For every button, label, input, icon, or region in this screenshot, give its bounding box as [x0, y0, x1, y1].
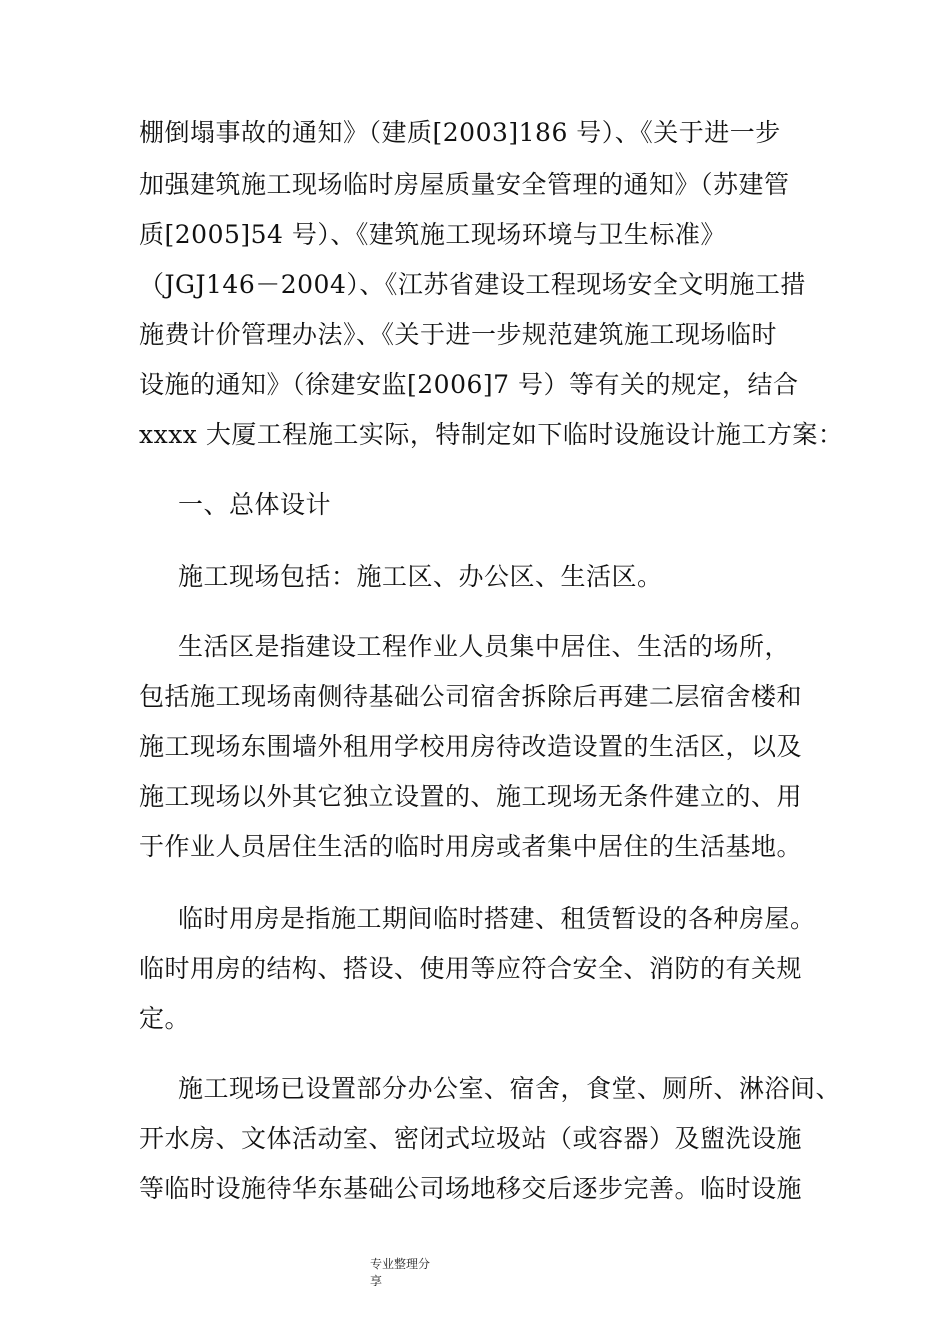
text-line: 施工现场已设置部分办公室、宿舍，食堂、厕所、淋浴间、 [178, 1074, 842, 1103]
text-line: 设施的通知》（徐建安监[2006]7 号）等有关的规定，结合 [139, 370, 799, 399]
text-line: 临时用房是指施工期间临时搭建、租赁暂设的各种房屋。 [178, 904, 816, 933]
text-line: 施工现场以外其它独立设置的、施工现场无条件建立的、用 [139, 782, 803, 811]
text-line: 施费计价管理办法》、《关于进一步规范建筑施工现场临时 [139, 320, 778, 349]
text-line: 质[2005]54 号）、《建筑施工现场环境与卫生标准》 [139, 220, 726, 249]
text-line: （JGJ146－2004）、《江苏省建设工程现场安全文明施工措 [139, 270, 806, 299]
text-line: 临时用房的结构、搭设、使用等应符合安全、消防的有关规 [139, 954, 803, 983]
footer-line: 享 [370, 1274, 383, 1288]
text-line: 施工现场东围墙外租用学校用房待改造设置的生活区，以及 [139, 732, 803, 761]
text-line: 开水房、文体活动室、密闭式垃圾站（或容器）及盥洗设施 [139, 1124, 803, 1153]
text-line: 定。 [139, 1004, 191, 1033]
footer-line: 专业整理分 [370, 1257, 431, 1271]
text-line: 加强建筑施工现场临时房屋质量安全管理的通知》（苏建管 [139, 170, 790, 199]
section-heading: 一、总体设计 [178, 490, 332, 519]
text-line: 生活区是指建设工程作业人员集中居住、生活的场所， [178, 632, 791, 661]
text-line: 包括施工现场南侧待基础公司宿舍拆除后再建二层宿舍楼和 [139, 682, 803, 711]
text-line: 等临时设施待华东基础公司场地移交后逐步完善。临时设施 [139, 1174, 803, 1203]
text-line: xxxx 大厦工程施工实际，特制定如下临时设施设计施工方案： [139, 420, 844, 449]
text-line: 施工现场包括：施工区、办公区、生活区。 [178, 562, 663, 591]
text-line: 于作业人员居住生活的临时用房或者集中居住的生活基地。 [139, 832, 803, 861]
text-line: 棚倒塌事故的通知》（建质[2003]186 号）、《关于进一步 [139, 118, 781, 147]
